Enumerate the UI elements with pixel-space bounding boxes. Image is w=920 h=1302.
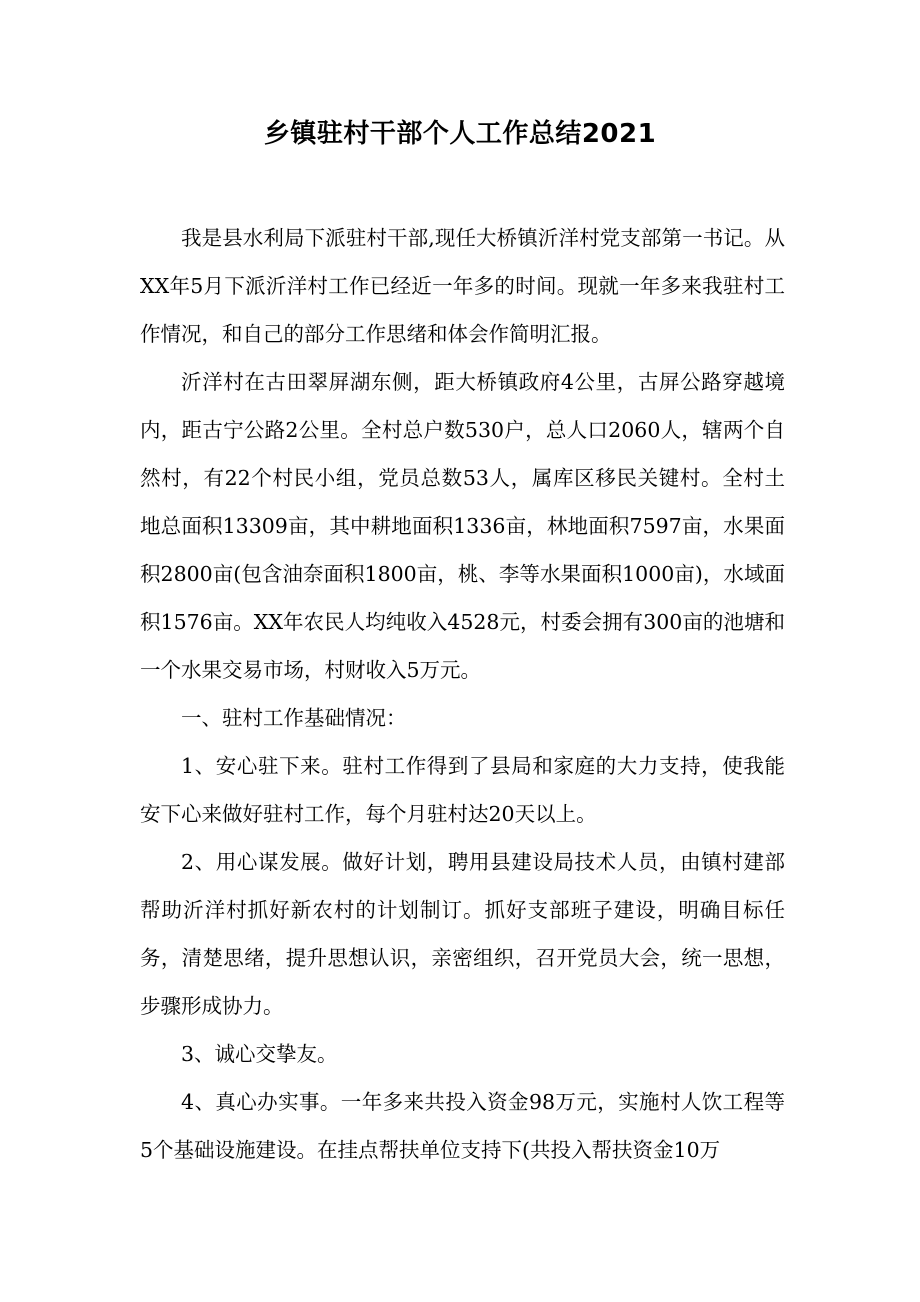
- page-title: 乡镇驻村干部个人工作总结2021: [263, 119, 657, 149]
- paragraph-item-3: 3、诚心交挚友。: [181, 1042, 338, 1066]
- paragraph-item-1: 1、安心驻下来。驻村工作得到了县局和家庭的大力支持，使我能安下心来做好驻村工作，每个月驻村达20天以上。: [140, 754, 785, 826]
- paragraph-item-4: 4、真心办实事。一年多来共投入资金98万元，实施村人饮工程等5个基础设施建设。在挂点帮扶单位支持下(共投入帮扶资金10万: [140, 1090, 785, 1162]
- paragraph-intro: 我是县水利局下派驻村干部,现任大桥镇沂洋村党支部第一书记。从XX年5月下派沂洋村工作已经近一年多的时间。现就一年多来我驻村工作情况，和自己的部分工作思绪和体会作简明汇报。: [140, 226, 785, 346]
- paragraph-village-overview: 沂洋村在古田翠屏湖东侧，距大桥镇政府4公里，古屏公路穿越境内，距古宁公路2公里。全村总户数530户，总人口2060人，辖两个自然村，有22个村民小组，党员总数53人，属库区移民关键村。全村土地总面积13309亩，其中耕地面积1336亩，林地面积7597亩，水果面积2800亩(包含油奈面积1800亩，桃、李等水果面积1000亩)，水域面积1576亩。XX年农民人均纯收入4528元，村委会拥有300亩的池塘和一个水果交易市场，村财收入5万元。: [140, 370, 785, 682]
- section-heading: 一、驻村工作基础情况：: [181, 706, 407, 730]
- document-body: [140, 214, 785, 1174]
- paragraph-item-2: 2、用心谋发展。做好计划，聘用县建设局技术人员，由镇村建部帮助沂洋村抓好新农村的计划制订。抓好支部班子建设，明确目标任务，清楚思绪，提升思想认识，亲密组织，召开党员大会，统一思想，步骤形成协力。: [140, 850, 785, 1018]
